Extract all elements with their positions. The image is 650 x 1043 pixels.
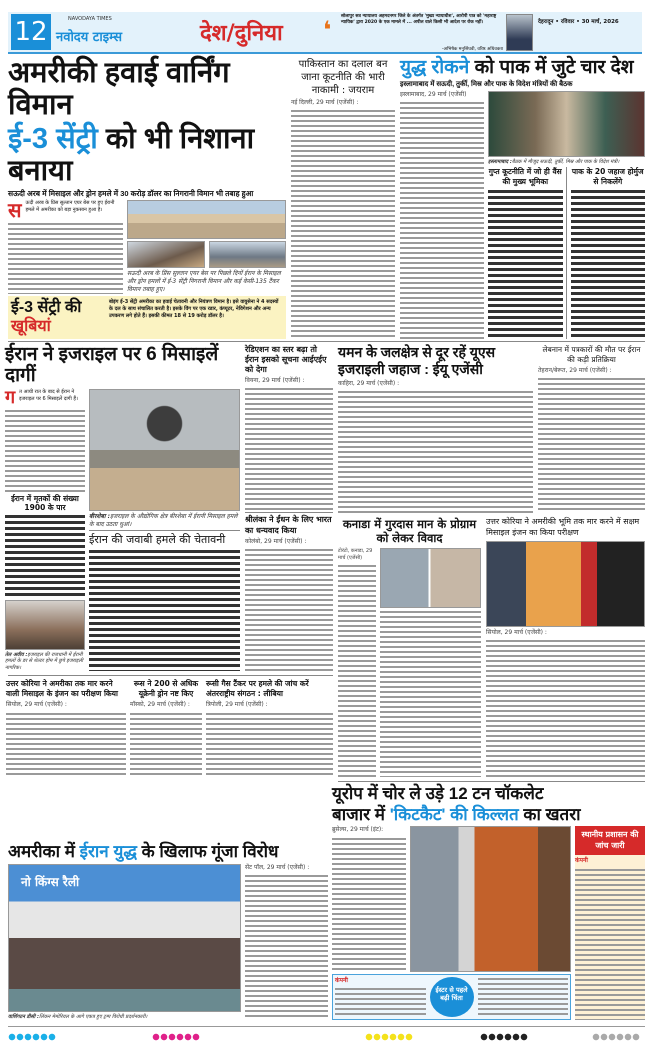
- bottom-story-3-body: [206, 712, 333, 777]
- quote-author: -अभिषेक मनुसिंघवी, वरिष्ठ अधिवक्ता: [441, 47, 503, 52]
- bottom-story-2-body: [130, 712, 202, 777]
- local-admin-body: [575, 868, 645, 1020]
- masthead: [8, 12, 642, 54]
- logo-small: NAVODAYA TIMES: [68, 16, 112, 22]
- four-nations-dateline: इस्लामाबाद, 29 मार्च (एजेंसी): [400, 90, 467, 98]
- telaviv-photo: [5, 600, 85, 650]
- four-nations-subhead: इस्लामाबाद में सऊदी, तुर्की, मिस्र और पाक के विदेश मंत्रियों की बैठक: [400, 80, 573, 88]
- iran-missiles-story: [5, 345, 240, 671]
- local-admin-lead: कंपनी: [575, 857, 588, 865]
- nkorea-engine-headline: उत्तर कोरिया ने अमरीकी भूमि तक मार करने में सक्षम मिसाइल इंजन का किया परीक्षण: [486, 517, 640, 537]
- quote-text: सोलापुर सत्र न्यायालय अहमदनगर जिले के अंतर्गत 'मुख्य न्यायाधीश', आरोपी पात्र को 'महाराष्ट्र न्यायिक' द्वारा 2020 के एक मामले में ... अपील वाले किसी भी आदेश पर रोक नहीं।: [341, 14, 497, 26]
- bottom-row: [6, 679, 333, 777]
- features-text: बोइंग ई-3 सेंट्री अमरीका का हवाई चेतावनी और नियंत्रण विमान है। इसे वायुसेना ने 4 सदस्यों के दल के साथ संचालित करती है। इसके विंग पर एक रडार, कंप्यूटर, नेविगेशन और अन्य उपकरण लगे होते हैं। इसकी कीमत 18 से 19 करोड़ डॉलर है।: [109, 298, 279, 320]
- box-vance-body: [488, 189, 563, 339]
- features-box: [8, 296, 286, 339]
- iran-body: [5, 409, 85, 492]
- lead-headline-1: अमरीकी हवाई वार्निंग विमान: [8, 57, 230, 121]
- lebanon-headline: लेबनान में पत्रकारों की मौत पर ईरान की कड़ी प्रतिक्रिया: [542, 345, 641, 364]
- jairam-headline: पाकिस्तान का दलाल बन जाना कूटनीति की भारी नाकामी : जयराम: [298, 59, 388, 96]
- four-nations-body: [400, 101, 484, 339]
- section-title: देश/दुनिया: [200, 21, 283, 46]
- lead-story: [8, 58, 286, 339]
- protest-story: [8, 783, 328, 1020]
- iran-drop-cap: ग: [5, 386, 16, 408]
- bottom-story-3-dateline: त्रिपोली, 29 मार्च (एजेंसी) :: [206, 701, 268, 709]
- bottom-story-2-dateline: मॉस्को, 29 मार्च (एजेंसी) :: [130, 701, 190, 709]
- color-dots-3: [365, 1033, 413, 1041]
- chocolate-headline-2a: बाजार में: [332, 804, 390, 824]
- protest-headline-blue: ईरान युद्ध: [79, 842, 137, 861]
- iran-lede: त आधी रात के बाद से ईरान ने इजराइल पर 6 मिसाइलें दागी हैं।: [19, 388, 78, 403]
- chocolate-dateline: ब्रुसेल्स, 29 मार्च (इंट):: [332, 826, 384, 834]
- nkorea-engine-dateline: सियोल, 29 मार्च (एजेंसी) :: [486, 628, 547, 636]
- gurdas-maan-photo: [380, 548, 481, 608]
- radiation-body: [245, 387, 333, 510]
- color-dots-5: [592, 1033, 640, 1041]
- jairam-dateline: नई दिल्ली, 29 मार्च (एजेंसी) :: [291, 99, 359, 106]
- canada-dateline: टोरंटो, कनाडा, 29 मार्च (एजेंसी): [338, 547, 373, 561]
- dateline: देहरादून • रविवार • 30 मार्च, 2026: [538, 19, 619, 25]
- box-ships-body: [571, 189, 646, 339]
- warning-headline: ईरान की जवाबी हमले की चेतावनी: [89, 530, 240, 546]
- page-number: 12: [11, 14, 51, 50]
- jairam-story: [291, 58, 395, 339]
- nkorea-engine-body: [486, 639, 645, 777]
- chocolate-headline-2: [332, 806, 645, 825]
- chocolate-story: [332, 785, 645, 1020]
- lead-caption: सऊदी अरब के प्रिंस सुल्तान एयर बेस पर पिछले दिनों ईरान के मिसाइल और ड्रोन हमलों में ई-3 सेंट्री निगरानी विमान और कई केसी-135 टैंकर विमान तबाह हुए।: [127, 270, 281, 294]
- srilanka-headline: श्रीलंका ने ईंधन के लिए भारत का धन्यवाद किया: [245, 512, 333, 536]
- features-title-1: ई-3 सेंट्री की: [11, 298, 82, 316]
- box-ships: पाक के 20 जहाज होर्मुज से निकलेंगे: [571, 167, 644, 186]
- radiation-story: [245, 345, 333, 671]
- chocolate-theft-photo: [410, 826, 571, 972]
- local-admin-box: स्थानीय प्रशासन की जांच जारी: [575, 826, 645, 855]
- four-nations-headline-rest: को पाक में जुटे चार देश: [469, 57, 634, 78]
- logo: नवोदय टाइम्स: [56, 30, 123, 45]
- right-middle: [338, 345, 645, 777]
- features-title-2: खूबियां: [11, 318, 51, 336]
- lead-lede: ऊदी अरब के प्रिंस सुल्तान एयर बेस पर हुए ईरानी हमले में अमरीका को बड़ा नुकसान हुआ है।: [25, 199, 115, 214]
- protest-dateline: सेंट पॉल, 29 मार्च (एजेंसी) :: [245, 863, 310, 871]
- warning-body: [89, 549, 240, 671]
- protest-body: [245, 874, 328, 1020]
- radiation-dateline: वियना, 29 मार्च (एजेंसी) :: [245, 377, 305, 384]
- srilanka-dateline: कोलंबो, 29 मार्च (एजेंसी) :: [245, 537, 307, 545]
- chocolate-headline-blue: 'किटकैट' की किल्लत: [389, 804, 519, 824]
- four-nations-caption: इस्लामाबाद :बैठक में मौजूद सऊदी, तुर्की, मिस्र और पाक के विदेश मंत्री।: [488, 158, 620, 165]
- chocolate-body: [332, 837, 406, 972]
- yemen-dateline: काहिरा, 29 मार्च (एजेंसी) :: [338, 379, 400, 387]
- four-nations-headline-blue: युद्ध रोकने: [400, 57, 470, 78]
- yemen-body: [338, 390, 533, 513]
- lead-headline-rest: को भी निशाना बनाया: [8, 122, 255, 187]
- kim-photo: [486, 541, 645, 627]
- lead-photo-plane: [209, 241, 287, 268]
- lebanon-body: [538, 377, 645, 513]
- canada-headline: कनाडा में गुरदास मान के प्रोग्राम को लेकर विवाद: [342, 517, 477, 546]
- bottom-story-2-headline: रूस ने 200 से अधिक यूक्रेनी ड्रोन नष्ट किए: [133, 679, 199, 699]
- protest-caption: वाशिंगटन डीसी :लिंकन मेमोरियल के आगे एकत्र हुए ट्रम्प विरोधी प्रदर्शनकारी।: [8, 1013, 148, 1020]
- color-dots-2: [152, 1033, 200, 1041]
- canada-body-2: [380, 610, 481, 777]
- color-dots-1: [8, 1033, 56, 1041]
- print-registration-marks: [8, 1026, 645, 1027]
- lead-photo-wreck: [127, 241, 205, 268]
- beersheba-photo: [89, 389, 240, 511]
- protest-headline: [8, 843, 328, 862]
- lebanon-dateline: तेहरान/बेरूत, 29 मार्च (एजेंसी) :: [538, 366, 612, 374]
- lead-body: [8, 222, 123, 294]
- no-kings-rally-photo: [8, 864, 241, 1012]
- lead-headline-2: [8, 124, 286, 188]
- bottom-story-3-headline: रूसी गैस टैंकर पर हमले की जांच करें अंतरराष्ट्रीय संगठन : लीबिया: [206, 679, 309, 699]
- quote-icon: ❛: [323, 16, 332, 44]
- yemen-headline-1: यमन के जलक्षेत्र से दूर रहें यूएस: [338, 344, 496, 360]
- bottom-story-1-headline: उत्तर कोरिया ने अमरीका तक मार करने वाली मिसाइल के इंजन का परीक्षण किया: [6, 679, 118, 699]
- radiation-headline: रेडिएशन का स्तर बढ़ा तो ईरान इसको सूचना आईएईए को देगा: [245, 345, 327, 374]
- bottom-story-1-dateline: सियोल, 29 मार्च (एजेंसी) :: [6, 701, 67, 709]
- drop-cap: स: [8, 197, 22, 222]
- chocolate-headline-2b: का खतरा: [518, 804, 581, 824]
- easter-circle: ईस्टर से पहले बढ़ी चिंता: [430, 977, 474, 1017]
- iran-missiles-headline: ईरान ने इजराइल पर 6 मिसाइलें दागीं: [5, 344, 219, 386]
- iran-sub-body: [5, 514, 85, 597]
- jairam-body: [291, 109, 395, 339]
- lead-headline-blue: ई-3 सेंट्री: [8, 122, 98, 155]
- four-nations-story: [400, 58, 645, 339]
- color-dots-4: [480, 1033, 528, 1041]
- iran-subhead: ईरान में मृतकों की संख्या 1900 के पार: [11, 494, 79, 513]
- box-vance: गुप्त कूटनीति में जो ही वैंस की मुख्य भूमिका: [488, 167, 562, 186]
- no-kings-label: नो किंग्स रैली: [21, 874, 80, 889]
- yemen-headline-2: इजराइली जहाज : ईयू एजेंसी: [338, 361, 483, 378]
- telaviv-caption: तेल अवीव :इजराइल की राजधानी में ईरानी हमलों के डर से शेल्टर होम में छुपे इजराइली नागरिक।: [5, 651, 84, 671]
- quote-author-photo: [506, 14, 533, 51]
- lead-subhead: सऊदी अरब में मिसाइल और ड्रोन हमले में 30 करोड़ डॉलर का निगरानी विमान भी तबाह हुआ: [8, 188, 254, 198]
- protest-headline-2: के खिलाफ गूंजा विरोध: [136, 842, 279, 861]
- four-nations-photo: [488, 91, 645, 157]
- four-nations-headline: [400, 58, 645, 79]
- lead-photo-base: [127, 200, 286, 239]
- canada-body: [338, 564, 376, 777]
- chocolate-headline-1: यूरोप में चोर ले उड़े 12 टन चॉकलेट: [332, 784, 544, 803]
- beersheba-caption: बीरशेबा :इजराइल के औद्योगिक क्षेत्र बीरशेबा में ईरानी मिसाइल हमले के बाद उठता धुआं।: [89, 512, 238, 528]
- bottom-story-1-body: [6, 712, 126, 777]
- easter-lead: कंपनी: [335, 977, 348, 984]
- srilanka-body: [245, 548, 333, 671]
- protest-headline-1: अमरीका में: [8, 842, 80, 861]
- easter-box: [332, 974, 571, 1020]
